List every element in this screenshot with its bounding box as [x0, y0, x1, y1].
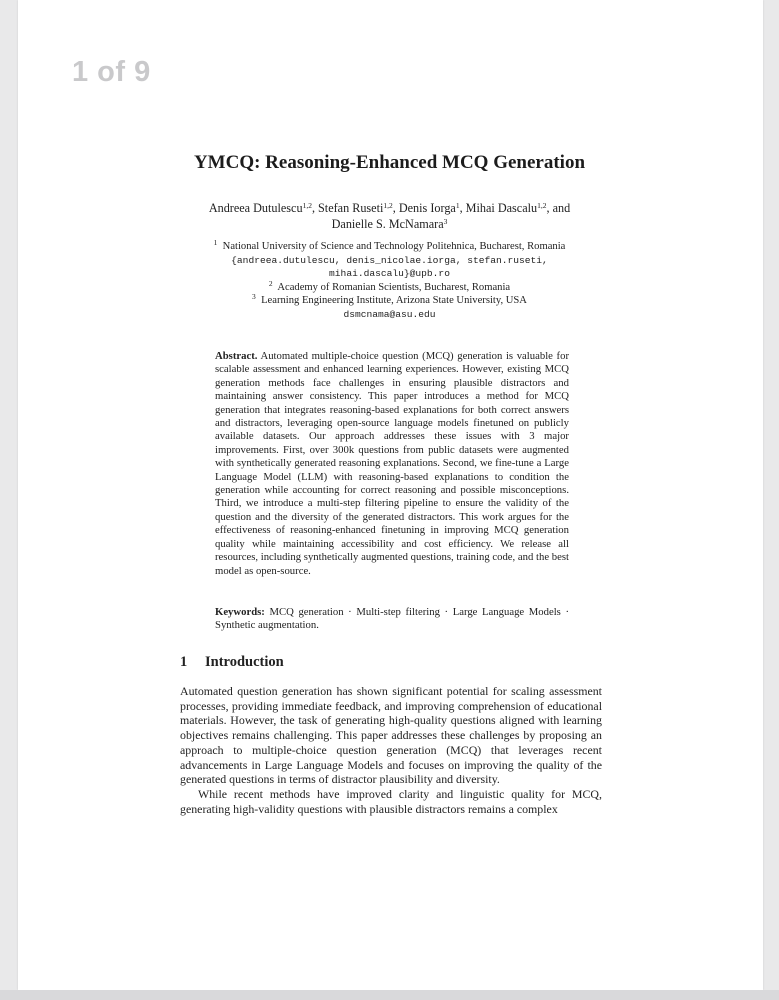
author-conjunction: and — [552, 201, 571, 215]
author-name: Mihai Dascalu — [465, 201, 538, 215]
affiliation-marker: 1 — [213, 238, 218, 247]
section-title: Introduction — [205, 654, 284, 670]
affiliation-marker: 3 — [252, 292, 256, 302]
affiliation-2 — [0, 278, 779, 295]
author-affiliation-marker: 1,2 — [383, 201, 393, 210]
author-name: Andreea Dutulescu — [208, 201, 303, 215]
paragraph: While recent methods have improved clarity and linguistic quality for MCQ, generating high-validity questions with plausible distractors remains a complex — [180, 786, 602, 816]
paper-title: YMCQ: Reasoning-Enhanced MCQ Generation — [193, 152, 586, 173]
page-indicator: 1 of 9 — [72, 56, 151, 88]
affiliation-1-email-line-1: {andreea.dutulescu, denis_nicolae.iorga, stefan.ruseti, — [231, 254, 548, 266]
section-body — [180, 684, 602, 816]
author-name: Stefan Ruseti — [318, 201, 384, 215]
affiliation-3-email: dsmcnama@asu.edu — [343, 308, 436, 320]
author-name: Danielle S. McNamara — [331, 217, 444, 231]
author-affiliation-marker: 1,2 — [537, 201, 547, 210]
section-heading — [180, 654, 284, 671]
section-number: 1 — [180, 654, 188, 670]
author-affiliation-marker: 1,2 — [302, 201, 312, 210]
author-affiliation-marker: 3 — [443, 217, 448, 226]
abstract-label: Abstract. — [215, 350, 258, 362]
affiliation-block — [0, 240, 779, 322]
abstract-text: Automated multiple-choice question (MCQ) generation is valuable for scalable assessment and enhanced learning experiences. However, existing MCQ generation methods face challenges in ensuring plausible distractors and maintaining answer consistency. This paper introduces a method for MCQ generation that integrates reasoning-based explanations for both correct answers and distractors, leveraging open-source language models finetuned on publicly available datasets. Our approach addresses these issues with 3 major improvements. First, over 300k questions from public datasets were augmented with synthetically generated reasoning explanations. Second, we fine-tune a Large Language Model (LLM) with reasoning-based explanations to condition the generation while accounting for correct reasoning and possible misconceptions. Third, we introduce a multi-step filtering pipeline to ensure the validity of the question and the diversity of the generated distractors. This work argues for the effectiveness of reasoning-enhanced finetuning in improving MCQ generation quality while maintaining accessibility and cost efficiency. We release all resources, including synthetically augmented questions, training code, and the best model as open-source. — [215, 350, 569, 577]
affiliation-3 — [0, 294, 779, 308]
paragraph: Automated question generation has shown significant potential for scaling assessment processes, providing immediate feedback, and improving comprehension of educational materials. However, the task of generating high-quality questions aligned with learning objectives remains challenging. This paper addresses these challenges by proposing an approach to multiple-choice question generation (MCQ) that leverages recent advancements in Large Language Models and focuses on improving the quality of the generated questions in terms of distractor plausibility and diversity. — [180, 684, 602, 787]
next-page-edge — [0, 990, 779, 1000]
affiliation-1-email-line-2: mihai.dascalu}@upb.ro — [329, 268, 450, 280]
affiliation-text: National University of Science and Technology Politehnica, Bucharest, Romania — [222, 241, 566, 252]
affiliation-text: Academy of Romanian Scientists, Bucharest, Romania — [277, 281, 511, 293]
author-affiliation-marker: 1 — [455, 201, 460, 210]
keywords — [215, 606, 569, 633]
keywords-label: Keywords: — [215, 606, 265, 618]
affiliation-marker: 2 — [268, 278, 273, 288]
abstract — [215, 350, 569, 578]
author-list: Andreea Dutulescu$^{1,2}$, Stefan Ruseti$^{1,2}$, Denis Iorga$^1$, Mihai Dascalu$^{1,2}$, and Danielle S. McNamara$^3$ — [208, 201, 571, 231]
author-name: Denis Iorga — [398, 201, 456, 215]
affiliation-1 — [0, 240, 779, 254]
keywords-text: MCQ generation · Multi-step filtering · Large Language Models · Synthetic augmentation. — [215, 606, 570, 632]
affiliation-text: Learning Engineering Institute, Arizona State University, USA — [261, 295, 527, 307]
